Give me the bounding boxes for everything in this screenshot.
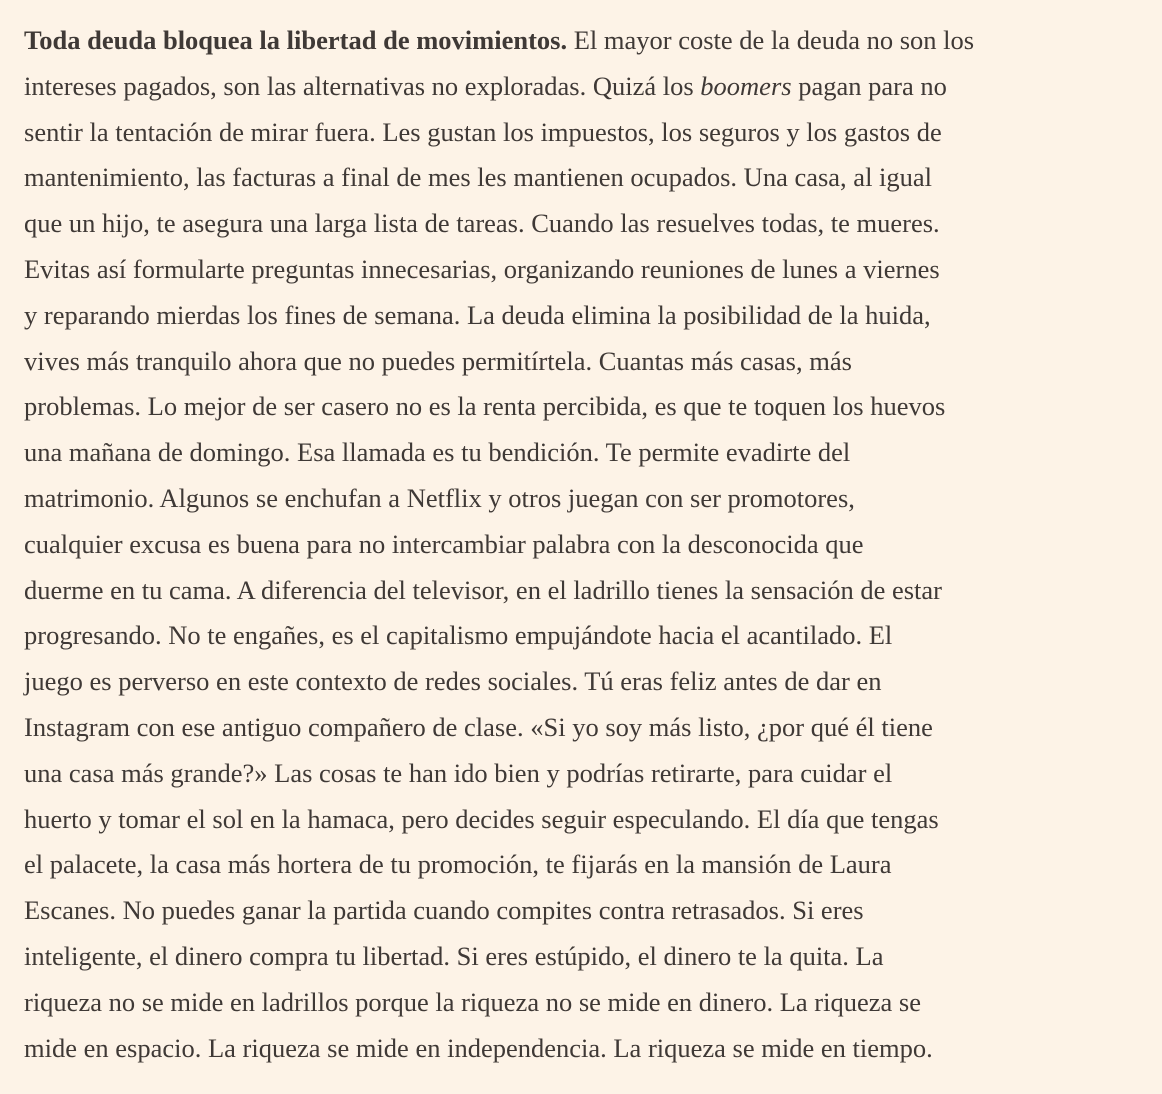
- paragraph-line: y reparando mierdas los fines de semana. La deuda elimina la posibilidad de la huida,: [24, 299, 931, 330]
- paragraph-line: inteligente, el dinero compra tu libertad. Si eres estúpido, el dinero te la quita. La: [24, 940, 884, 971]
- paragraph-line: una casa más grande?» Las cosas te han ido bien y podrías retirarte, para cuidar el: [24, 757, 893, 788]
- paragraph-line: problemas. Lo mejor de ser casero no es la renta percibida, es que te toquen los huevos: [24, 391, 946, 422]
- lead-sentence: Toda deuda bloquea la libertad de movimientos.: [24, 25, 568, 55]
- paragraph-line: huerto y tomar el sol en la hamaca, pero decides seguir especulando. El día que tengas: [24, 803, 939, 834]
- paragraph-line: juego es perverso en este contexto de redes sociales. Tú eras feliz antes de dar en: [24, 666, 882, 697]
- paragraph-line: que un hijo, te asegura una larga lista de tareas. Cuando las resuelves todas, te mueres.: [24, 208, 940, 239]
- line-text: intereses pagados, son las alternativas no exploradas. Quizá los: [24, 70, 701, 101]
- emphasis-word: boomers: [700, 70, 792, 101]
- paragraph-line: Instagram con ese antiguo compañero de clase. «Si yo soy más listo, ¿por qué él tiene: [24, 711, 933, 742]
- paragraph-line: mantenimiento, las facturas a final de mes les mantienen ocupados. Una casa, al igual: [24, 162, 933, 193]
- paragraph-line: sentir la tentación de mirar fuera. Les gustan los impuestos, los seguros y los gastos de: [24, 116, 942, 147]
- paragraph-line: riqueza no se mide en ladrillos porque la riqueza no se mide en dinero. La riqueza se: [24, 986, 921, 1017]
- paragraph-line: mide en espacio. La riqueza se mide en independencia. La riqueza se mide en tiempo.: [24, 1032, 933, 1063]
- paragraph-line: vives más tranquilo ahora que no puedes permitírtela. Cuantas más casas, más: [24, 345, 852, 376]
- paragraph-line: Evitas así formularte preguntas innecesarias, organizando reuniones de lunes a viernes: [24, 253, 940, 284]
- line-text: pagan para no: [791, 70, 947, 101]
- paragraph-line: duerme en tu cama. A diferencia del televisor, en el ladrillo tienes la sensación de estar: [24, 574, 942, 605]
- paragraph-line: matrimonio. Algunos se enchufan a Netflix y otros juegan con ser promotores,: [24, 482, 855, 513]
- article-paragraph: [24, 18, 1144, 1071]
- paragraph-line: progresando. No te engañes, es el capitalismo empujándote hacia el acantilado. El: [24, 620, 893, 651]
- paragraph-line: una mañana de domingo. Esa llamada es tu bendición. Te permite evadirte del: [24, 437, 851, 468]
- line-text: El mayor coste de la deuda no son los: [567, 25, 975, 55]
- paragraph-line: [24, 64, 1144, 110]
- paragraph-line: el palacete, la casa más hortera de tu promoción, te fijarás en la mansión de Laura: [24, 849, 892, 880]
- paragraph-line: Escanes. No puedes ganar la partida cuando compites contra retrasados. Si eres: [24, 895, 864, 926]
- paragraph-line: cualquier excusa es buena para no intercambiar palabra con la desconocida que: [24, 528, 864, 559]
- paragraph-line: [24, 18, 1144, 64]
